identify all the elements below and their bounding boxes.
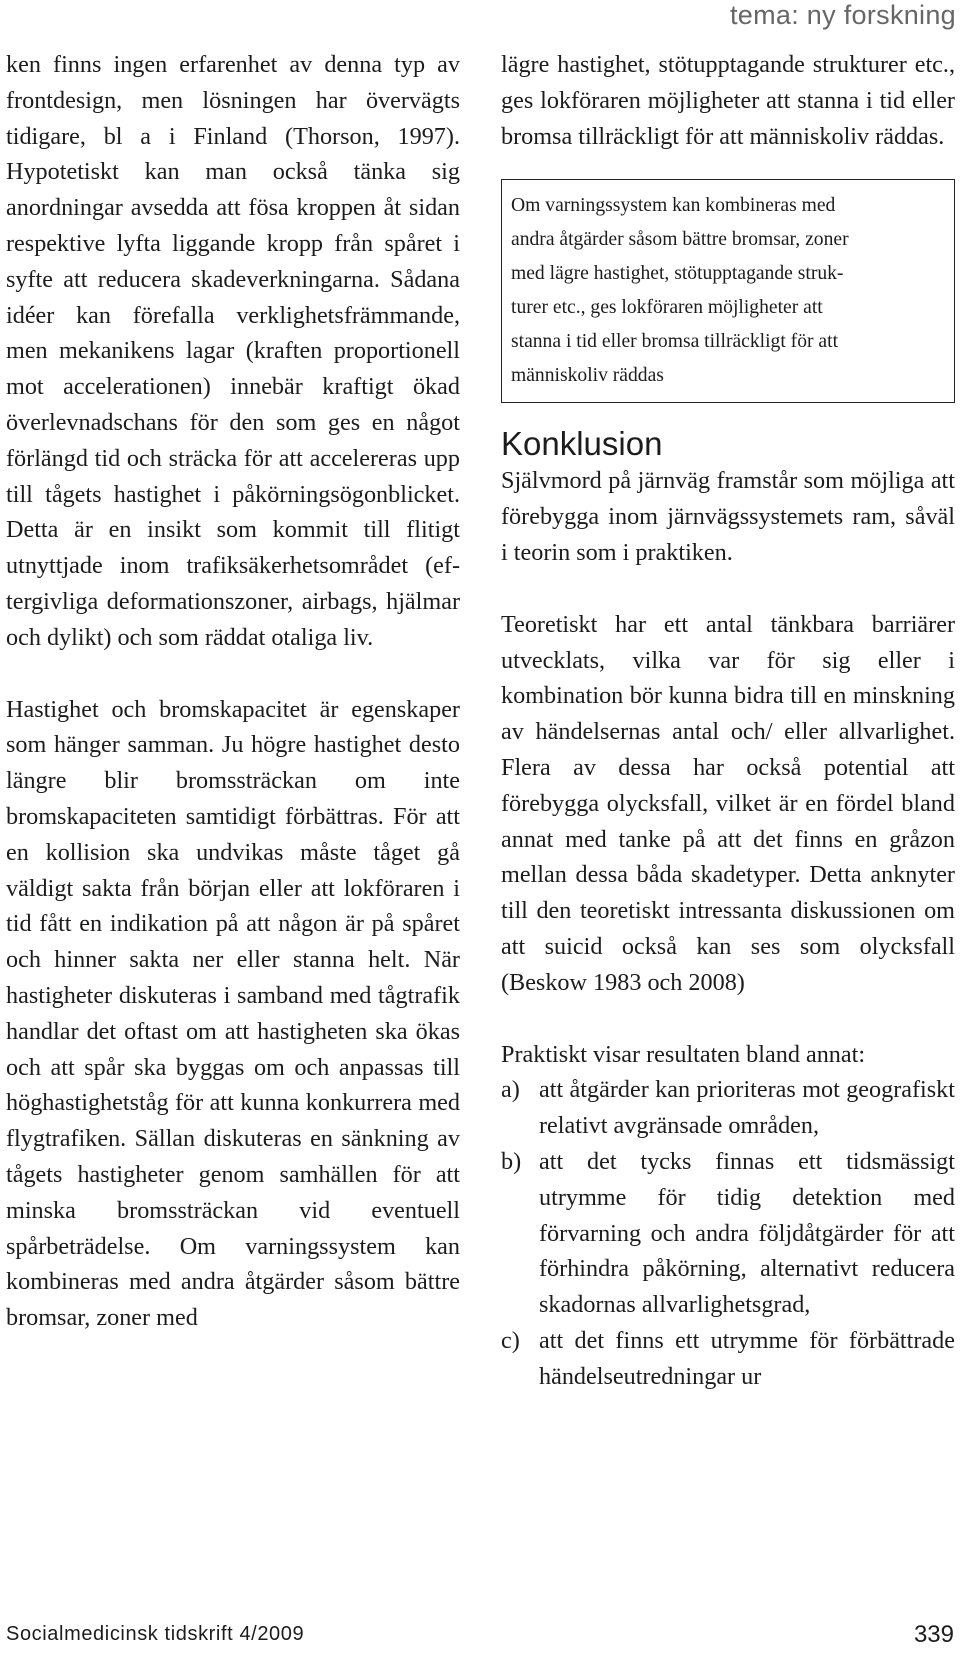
left-column: [6, 47, 460, 1336]
pull-quote-line: människoliv räddas: [511, 365, 664, 387]
list-marker: c): [501, 1326, 520, 1354]
list-item: [501, 1323, 955, 1395]
pull-quote-line: med lägre hastighet, stötupptagande struk-: [511, 263, 844, 285]
list-marker: b): [501, 1147, 522, 1175]
paragraph-gap: [501, 1001, 955, 1037]
body-paragraph: ken finns ingen erfarenhet av denna typ av frontdesign, men lösningen har övervägts tidigare, bl a i Finland (Thorson, 1997). Hypotetiskt kan man också tänka sig anordningar avsedda att fösa kroppen åt sidan respektive lyfta liggande kropp från spåret i syfte att reducera skadeverkningarna. Sådana idéer kan förefalla verklighetsfrämmande, men mekanikens lagar (kraften proportionell mot accelerationen) innebär kraftigt ökad överlevnadschans för den som ges en något förlängd tid och sträcka för att accelereras upp till tågets hastighet i påkörningsögonblicket. Detta är en insikt som kommit till flitigt utnyttjade inom trafiksäkerhetsområdet (eftergivliga deformationszoner, airbags, hjälmar och dylikt) och som räddat otaliga liv.: [6, 51, 460, 651]
body-paragraph: Praktiskt visar resultaten bland annat:: [501, 1040, 866, 1068]
paragraph-gap: [6, 656, 460, 692]
list-item-text: att det tycks finnas ett tidsmässigt utrymme för tidig detektion med förvarning och andra följdåtgärder för att förhindra påkörning, alternativt reducera skadornas allvarlighetsgrad,: [539, 1147, 955, 1319]
section-tag: tema: ny forskning: [729, 0, 956, 30]
body-paragraph: Hastighet och bromskapacitet är egenskaper som hänger samman. Ju högre hastighet desto längre blir bromssträckan om inte bromskapaciteten samtidigt förbättras. För att en kollision ska undvikas måste tåget gå väldigt sakta från början eller att lokföraren i tid fått en indikation på att någon är på spåret och hinner sakta ner eller stanna helt. När hastigheter diskuteras i samband med tågtrafik handlar det oftast om att hastigheten ska ökas och att spår ska byggas om och anpassas till höghastighetståg för att kunna konkurrera med flygtrafiken. Sällan diskuteras en sänkning av tågets hastigheter genom samhällen för att minska bromssträckan vid eventuell spårbeträdelse. Om varningssystem kan kombineras med andra åtgärder såsom bättre bromsar, zoner med: [6, 695, 460, 1332]
page-number: 339: [913, 1621, 954, 1648]
pull-quote-line: stanna i tid eller bromsa tillräckligt för att: [511, 331, 839, 353]
list-item: [501, 1072, 955, 1144]
paragraph-gap: [501, 571, 955, 607]
pull-quote-line: Om varningssystem kan kombineras med: [511, 195, 836, 217]
list-item-text: att det finns ett utrymme för förbättrade händelseutredningar ur: [539, 1326, 955, 1390]
list-item: [501, 1144, 955, 1323]
list-marker: a): [501, 1076, 520, 1104]
pull-quote-box: [501, 179, 955, 403]
right-column: [501, 47, 955, 1395]
pull-quote-line: turer etc., ges lokföraren möjligheter att: [511, 297, 823, 319]
body-paragraph: Självmord på järnväg framstår som möjliga att förebygga inom järnvägssystemets ram, såväl i teorin som i praktiken.: [501, 467, 955, 566]
body-paragraph: Teoretiskt har ett antal tänkbara barriärer utvecklats, vilka var för sig eller i kombination bör kunna bidra till en minskning av händelsernas antal och/ eller allvarlighet. Flera av dessa har också potential att förebygga olycksfall, vilket är en fördel bland annat med tanke på att det finns en gråzon mellan dessa båda skadetyper. Detta anknyter till den teoretiskt intressanta diskussionen om att suicid också kan ses som olycksfall (Beskow 1983 och 2008): [501, 610, 955, 996]
list-item-text: att åtgärder kan prioriteras mot geografiskt relativt avgränsade områden,: [539, 1076, 955, 1140]
pull-quote-line: andra åtgärder såsom bättre bromsar, zoner: [511, 229, 849, 251]
section-heading: Konklusion: [501, 425, 663, 463]
body-paragraph: lägre hastighet, stötupptagande strukturer etc., ges lokföraren möjligheter att stanna i tid eller bromsa tillräckligt för att människoliv räddas.: [501, 51, 955, 150]
findings-list: [501, 1072, 955, 1394]
journal-footer: Socialmedicinsk tidskrift 4/2009: [6, 1623, 305, 1645]
